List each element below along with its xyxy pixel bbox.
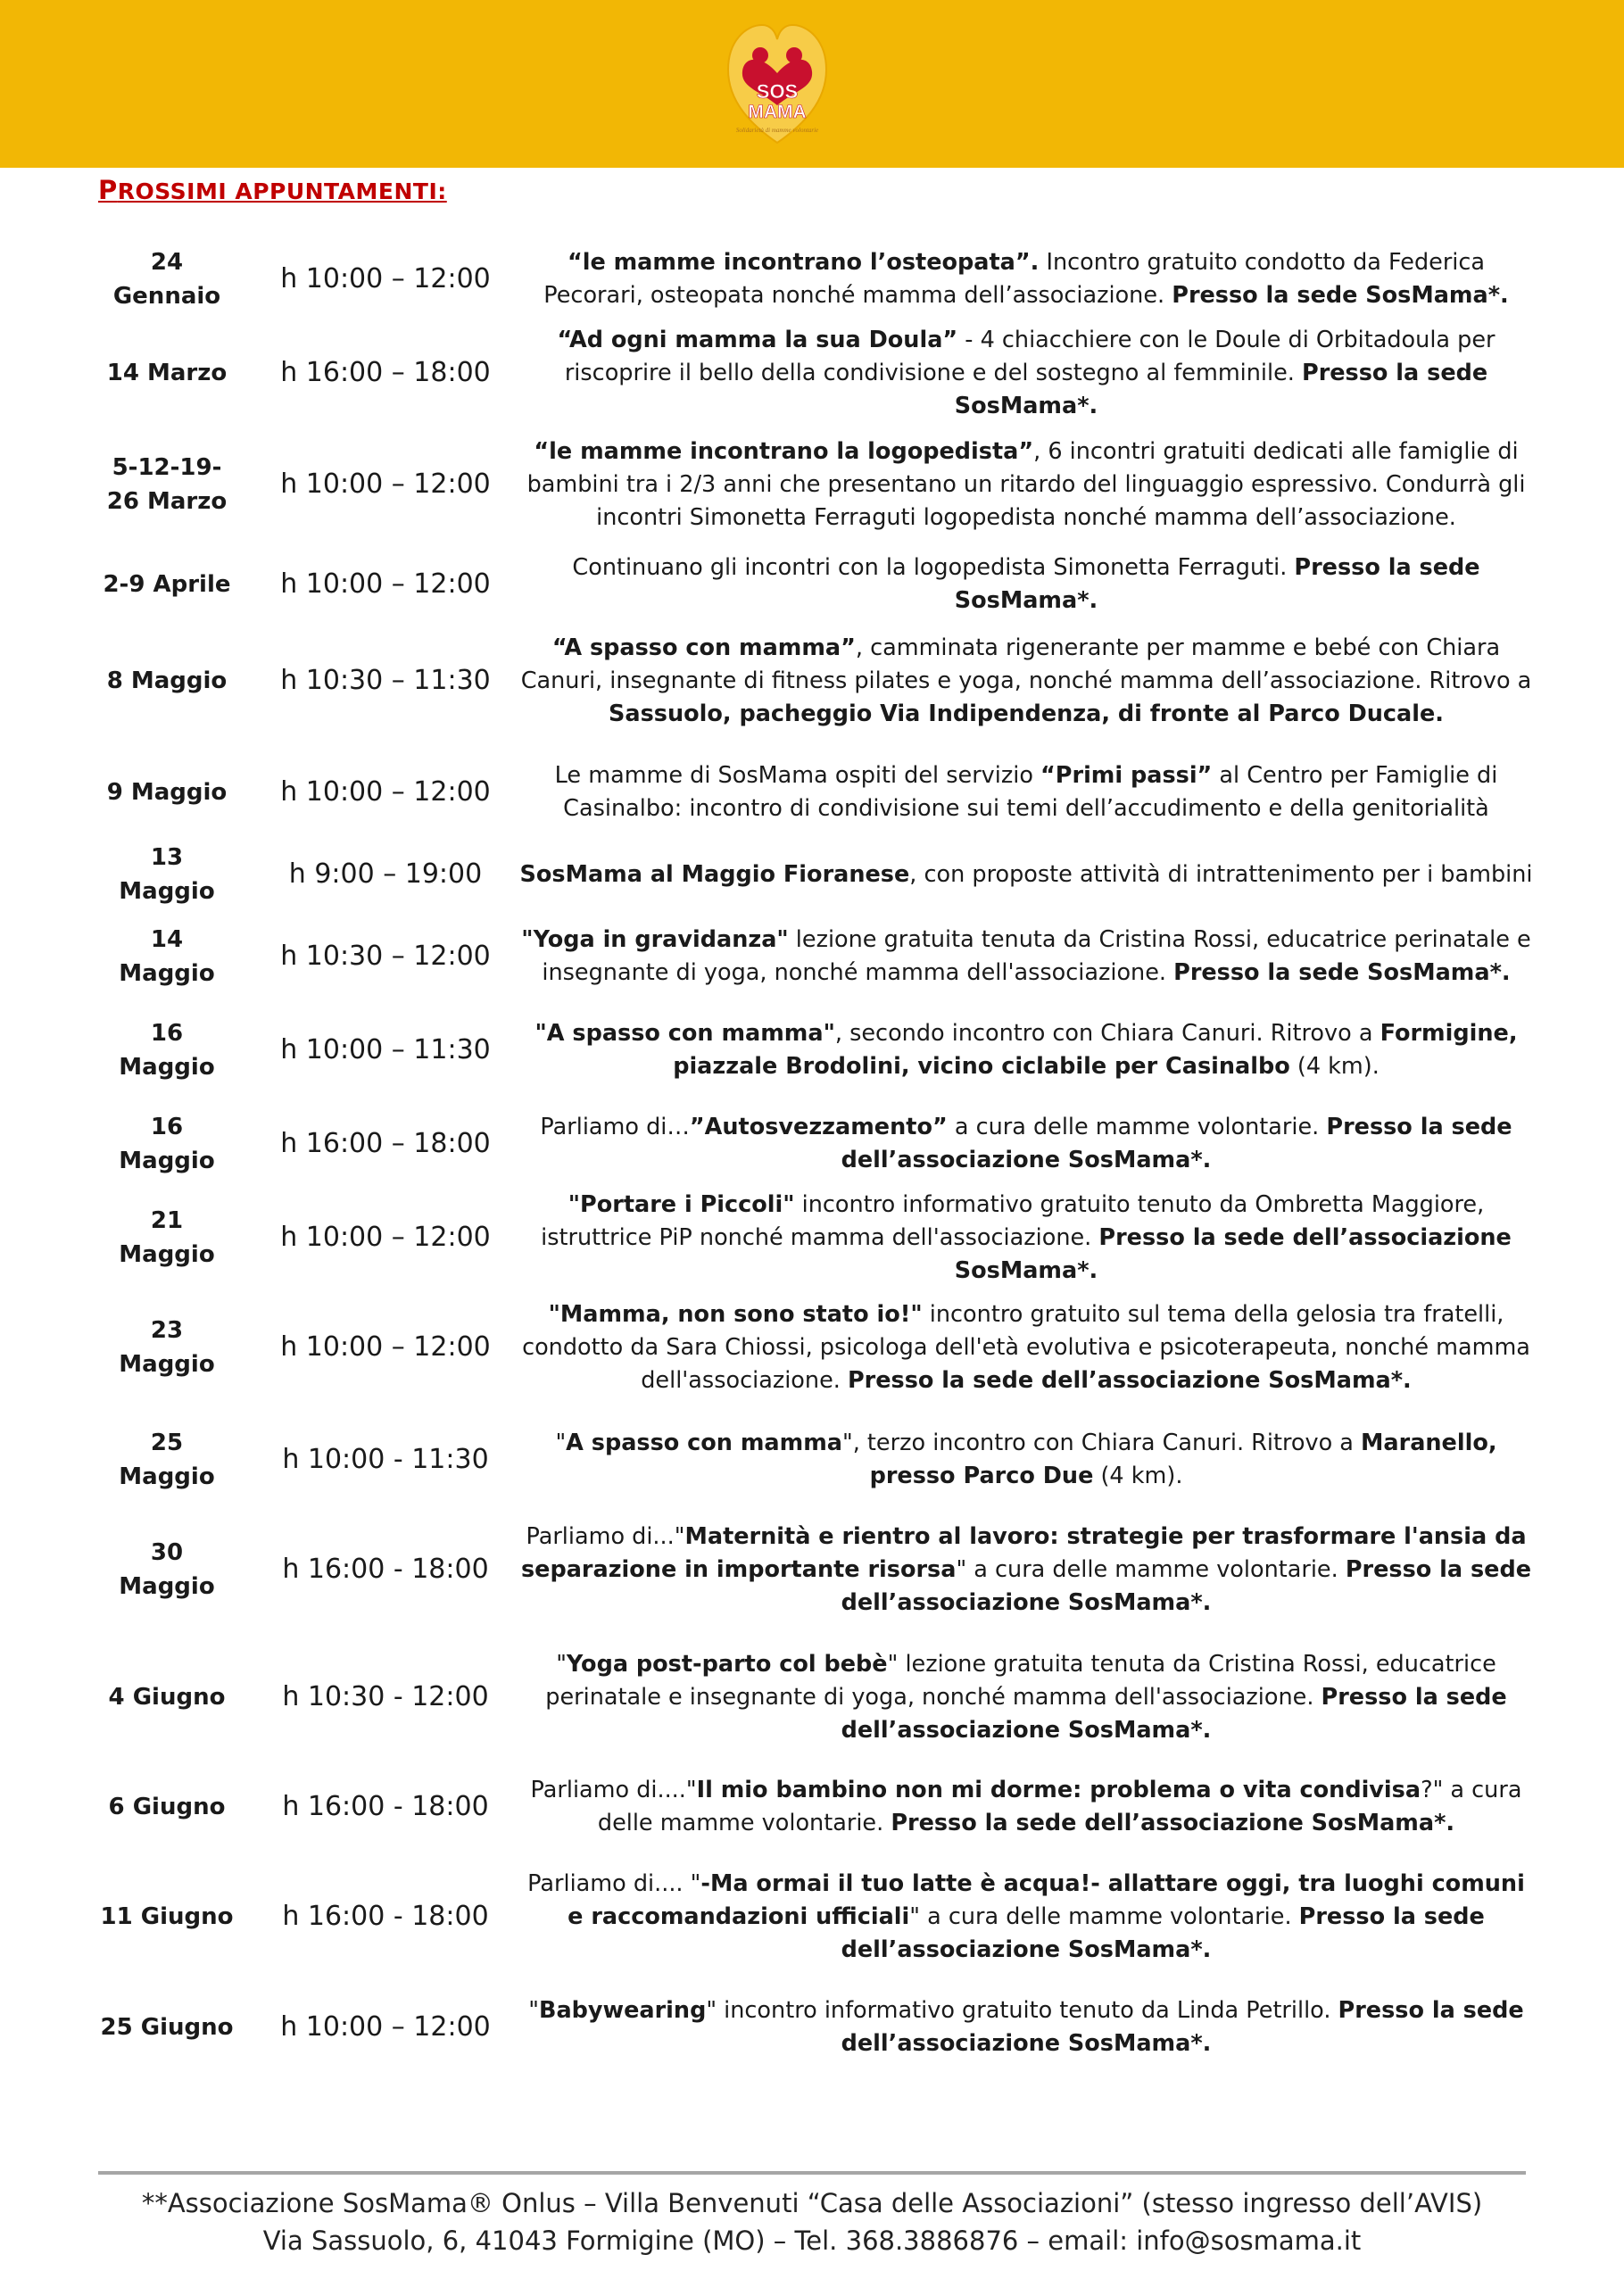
event-date: 25 Giugno xyxy=(100,2014,234,2041)
event-description-text: Continuano gli incontri con la logopedista Simonetta Ferraguti. xyxy=(572,554,1295,581)
event-description-text: Le mamme di SosMama ospiti del servizio xyxy=(554,762,1041,789)
event-description-bold: Presso la sede dell’associazione SosMama*. xyxy=(891,1810,1455,1836)
event-time: h 10:30 – 11:30 xyxy=(280,665,491,696)
event-date: 11 Giugno xyxy=(100,1903,234,1930)
event-row xyxy=(0,1184,1624,1291)
event-row xyxy=(0,1753,1624,1861)
event-description-text: " xyxy=(556,1650,567,1678)
event-time: h 10:00 – 12:00 xyxy=(280,2011,491,2043)
event-description xyxy=(518,246,1535,312)
event-row xyxy=(0,319,1624,427)
event-time: h 10:00 – 12:00 xyxy=(280,568,491,600)
event-description xyxy=(518,924,1535,990)
event-description-bold: A spasso con mamma xyxy=(566,1430,842,1456)
event-row xyxy=(0,627,1624,734)
event-description-bold: ”Autosvezzamento” xyxy=(689,1114,948,1140)
event-description xyxy=(518,324,1535,423)
event-description xyxy=(518,1017,1535,1083)
event-description-bold: Presso la sede SosMama*. xyxy=(1173,959,1511,986)
event-description xyxy=(518,1521,1535,1620)
sosmama-logo xyxy=(725,20,830,145)
event-description-bold: Presso la sede SosMama*. xyxy=(954,359,1488,419)
footer-line-2: Via Sassuolo, 6, 41043 Formigine (MO) – Tel. 368.3886876 – email: info@sosmama.it xyxy=(262,2226,1362,2256)
event-description-text: Incontro gratuito condotto da Federica Pecorari, osteopata nonché mamma dell’associazione. xyxy=(543,249,1486,309)
event-description xyxy=(518,858,1535,891)
event-description xyxy=(518,1427,1535,1493)
event-description-bold: Presso la sede dell’associazione SosMama*. xyxy=(841,1114,1512,1173)
event-row xyxy=(0,531,1624,638)
event-row xyxy=(0,1090,1624,1198)
event-description-text: Parliamo di..." xyxy=(526,1522,685,1550)
event-description-text: Parliamo di… xyxy=(540,1114,690,1140)
event-row xyxy=(0,1406,1624,1513)
event-time: h 10:00 – 12:00 xyxy=(280,1331,491,1363)
event-description-bold: Presso la sede SosMama*. xyxy=(1172,282,1509,309)
event-description-bold: Presso la sede dell’associazione SosMama*. xyxy=(841,1997,1524,2057)
event-description-bold: Presso la sede dell’associazione SosMama*. xyxy=(841,1555,1532,1616)
event-description xyxy=(518,1298,1535,1397)
event-description-bold: "Yoga in gravidanza" xyxy=(521,926,789,953)
event-time: h 10:00 – 12:00 xyxy=(280,776,491,808)
event-row xyxy=(0,997,1624,1104)
event-row xyxy=(0,226,1624,333)
event-description-bold: -Ma ormai il tuo latte è acqua!- allattare oggi, tra luoghi comuni e raccomandazioni ufficiali xyxy=(568,1869,1525,1930)
event-description-bold: Presso la sede SosMama*. xyxy=(954,554,1480,614)
event-description xyxy=(518,1774,1535,1840)
event-row xyxy=(0,1863,1624,1970)
event-date: 23 Maggio xyxy=(119,1317,215,1378)
event-description-bold: “A spasso con mamma” xyxy=(551,634,856,661)
svg-text:SOS: SOS xyxy=(756,80,799,103)
event-date: 16 Maggio xyxy=(119,1114,215,1174)
footer-line-1: **Associazione SosMama® Onlus – Villa Benvenuti “Casa delle Associazioni” (stesso ingresso dell’AVIS) xyxy=(141,2188,1483,2218)
page-heading: PROSSIMI APPUNTAMENTI: xyxy=(98,175,447,205)
event-description-text: " a cura delle mamme volontarie. xyxy=(956,1555,1346,1583)
event-date: 13 Maggio xyxy=(119,844,215,905)
event-description-bold: “Primi passi” xyxy=(1040,762,1213,789)
event-date: 8 Maggio xyxy=(106,667,228,694)
event-description-text: Parliamo di.... " xyxy=(527,1869,701,1897)
event-description-bold: Presso la sede dell’associazione SosMama*. xyxy=(841,1683,1507,1744)
event-date: 21 Maggio xyxy=(119,1207,215,1268)
event-description-bold: Presso la sede dell’associazione SosMama*. xyxy=(847,1366,1412,1394)
event-description-bold: Presso la sede dell’associazione SosMama*. xyxy=(841,1902,1485,1963)
event-time: h 10:00 – 12:00 xyxy=(280,468,491,500)
event-description-bold: Maranello, presso Parco Due xyxy=(869,1430,1497,1489)
event-description-text: incontro informativo gratuito tenuto da Ombretta Maggiore, istruttrice PiP nonché mamma dell'associazione. xyxy=(541,1190,1485,1251)
event-time: h 10:00 – 11:30 xyxy=(280,1034,491,1065)
event-description-text: , camminata rigenerante per mamme e bebé con Chiara Canuri, insegnante di fitness pilates e yoga, nonché mamma dell’associazione. Ritrovo a xyxy=(520,634,1532,694)
event-description-text: , secondo incontro con Chiara Canuri. Ritrovo a xyxy=(834,1020,1380,1047)
event-description-text: Parliamo di...." xyxy=(530,1777,697,1803)
event-description-text: , 6 incontri gratuiti dedicati alle famiglie di bambini tra i 2/3 anni che presentano un ritardo del linguaggio espressivo. Condurrà gli incontri Simonetta Ferraguti logopedista nonché mamma dell’associazione. xyxy=(526,437,1526,531)
event-description-text: lezione gratuita tenuta da Cristina Rossi, educatrice perinatale e insegnante di yoga, nonché mamma dell'associazione. xyxy=(542,926,1531,986)
event-date: 14 Marzo xyxy=(106,360,228,386)
event-description xyxy=(518,435,1535,535)
event-description-bold: Babywearing xyxy=(539,1997,707,2024)
event-date: 4 Giugno xyxy=(108,1684,226,1711)
event-description-bold: Sassuolo, pacheggio Via Indipendenza, di fronte al Parco Ducale. xyxy=(609,700,1444,727)
event-time: h 10:30 – 12:00 xyxy=(280,941,491,972)
event-description-bold: "A spasso con mamma" xyxy=(534,1020,835,1047)
event-time: h 10:00 – 12:00 xyxy=(280,263,491,294)
event-time: h 16:00 – 18:00 xyxy=(280,1128,491,1159)
event-date: 2-9 Aprile xyxy=(103,571,231,598)
event-description xyxy=(518,1111,1535,1177)
event-description-text: ?" a cura delle mamme volontarie. xyxy=(597,1777,1522,1836)
event-description-bold: Maternità e rientro al lavoro: strategie per trasformare l'ansia da separazione in importante risorsa xyxy=(520,1522,1527,1583)
footer-divider xyxy=(98,2171,1526,2175)
event-description-bold: "Portare i Piccoli" xyxy=(568,1190,795,1218)
event-date: 30 Maggio xyxy=(119,1539,215,1600)
event-description-text: " a cura delle mamme volontarie. xyxy=(909,1902,1299,1930)
event-description-bold: Formigine, piazzale Brodolini, vicino ciclabile per Casinalbo xyxy=(673,1020,1518,1080)
event-description-text: " incontro informativo gratuito tenuto da Linda Petrillo. xyxy=(706,1997,1338,2024)
event-row xyxy=(0,431,1624,538)
event-time: h 10:00 – 12:00 xyxy=(280,1222,491,1253)
event-time: h 16:00 – 18:00 xyxy=(280,357,491,388)
event-time: h 9:00 – 19:00 xyxy=(288,858,483,890)
event-description xyxy=(518,632,1535,731)
event-description-bold: “le mamme incontrano la logopedista” xyxy=(534,437,1034,465)
event-description-bold: Yoga post-parto col bebè xyxy=(566,1650,888,1678)
event-description-text: incontro gratuito sul tema della gelosia tra fratelli, condotto da Sara Chiossi, psicologa dell'età evolutiva e psicoterapeuta, nonché mamma dell'associazione. xyxy=(522,1300,1530,1394)
event-description-text: (4 km). xyxy=(1093,1463,1183,1489)
event-time: h 10:00 - 11:30 xyxy=(282,1444,489,1475)
event-description-bold: “Ad ogni mamma la sua Doula” xyxy=(557,326,958,353)
event-time: h 10:30 - 12:00 xyxy=(282,1681,489,1712)
event-date: 6 Giugno xyxy=(108,1794,226,1820)
event-date: 24 Gennaio xyxy=(112,249,221,310)
event-date: 9 Maggio xyxy=(106,779,228,806)
event-row xyxy=(0,1644,1624,1751)
event-row xyxy=(0,903,1624,1010)
event-date: 16 Maggio xyxy=(119,1020,215,1081)
event-description-text: , con proposte attività di intrattenimento per i bambini xyxy=(909,860,1533,888)
event-description xyxy=(518,1994,1535,2060)
event-description-text: ", terzo incontro con Chiara Canuri. Ritrovo a xyxy=(841,1430,1362,1456)
event-description-bold: Il mio bambino non mi dorme: problema o vita condivisa xyxy=(696,1777,1421,1803)
event-row xyxy=(0,1294,1624,1401)
event-description-text: " lezione gratuita tenuta da Cristina Rossi, educatrice perinatale e insegnante di yoga, nonché mamma dell'associazione. xyxy=(545,1650,1496,1711)
event-time: h 16:00 - 18:00 xyxy=(282,1901,489,1932)
event-description-text: " xyxy=(555,1430,567,1456)
event-description-bold: Presso la sede dell’associazione SosMama*. xyxy=(954,1223,1512,1284)
event-time: h 16:00 - 18:00 xyxy=(282,1791,489,1822)
footer xyxy=(0,2184,1624,2259)
svg-text:Solidarietà di mamme volontari: Solidarietà di mamme volontarie xyxy=(735,127,819,134)
header-banner xyxy=(0,0,1624,168)
event-description xyxy=(518,759,1535,825)
event-description-text: al Centro per Famiglie di Casinalbo: incontro di condivisione sui temi dell’accudimento e della genitorialità xyxy=(563,762,1498,822)
event-description-bold: “le mamme incontrano l’osteopata”. xyxy=(567,249,1040,276)
event-description-text: " xyxy=(528,1997,540,2024)
event-description xyxy=(518,1868,1535,1967)
event-time: h 16:00 - 18:00 xyxy=(282,1554,489,1585)
event-description-text: - 4 chiacchiere con le Doule di Orbitadoula per riscoprire il bello della condivisione e del sostegno al femminile. xyxy=(564,326,1496,386)
event-description-text: (4 km). xyxy=(1289,1053,1380,1080)
event-description xyxy=(518,1189,1535,1288)
event-date: 25 Maggio xyxy=(119,1430,215,1490)
event-description xyxy=(518,1648,1535,1747)
event-date: 14 Maggio xyxy=(119,926,215,987)
event-description-bold: "Mamma, non sono stato io!" xyxy=(548,1300,923,1328)
event-row xyxy=(0,1516,1624,1623)
event-row xyxy=(0,1974,1624,2081)
event-description-bold: SosMama al Maggio Fioranese xyxy=(519,860,910,888)
event-date: 5-12-19-26 Marzo xyxy=(106,454,228,515)
event-description-text: a cura delle mamme volontarie. xyxy=(947,1114,1327,1140)
svg-text:MAMA: MAMA xyxy=(748,102,807,122)
event-description xyxy=(518,551,1535,618)
